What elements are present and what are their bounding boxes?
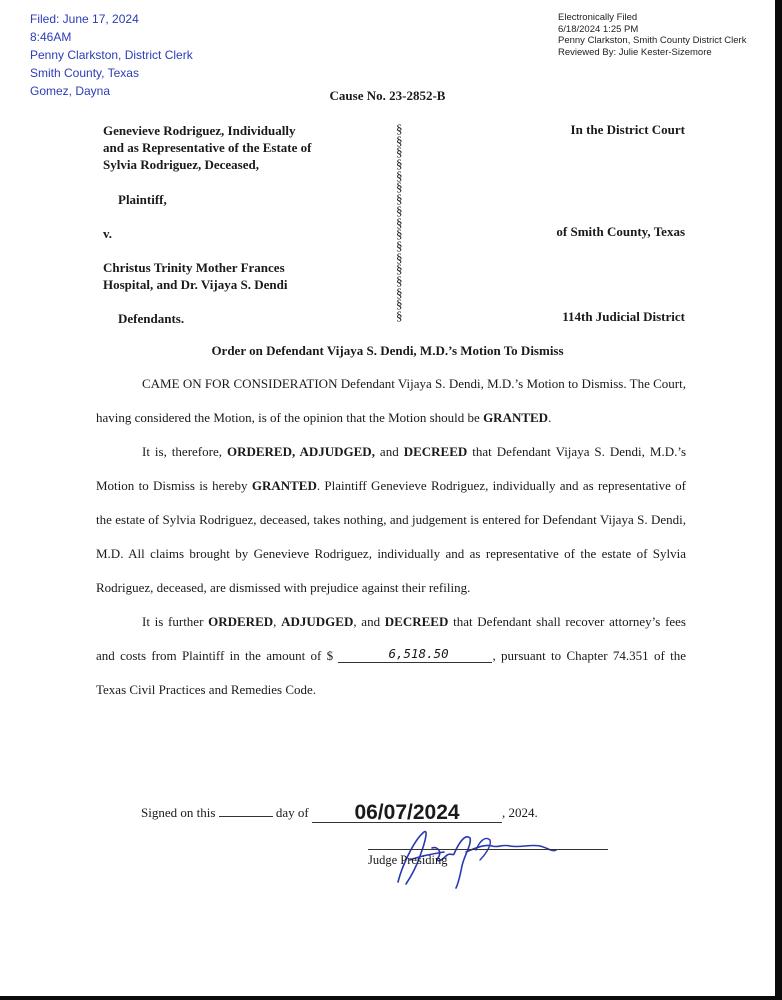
adjudged-word: ADJUDGED	[281, 614, 354, 629]
section-symbol: §	[396, 249, 403, 265]
section-symbol: §	[396, 261, 403, 277]
section-symbol: §	[396, 308, 403, 323]
section-symbol: §	[396, 167, 403, 183]
defendant-name: Christus Trinity Mother Frances Hospital, and Dr. Vijaya S. Dendi	[103, 260, 288, 292]
section-symbol-column	[396, 123, 403, 322]
clerk-county: Smith County, Texas	[30, 66, 139, 80]
section-symbol: §	[396, 296, 403, 312]
decreed-word: DECREED	[403, 444, 468, 459]
paragraph-2-text: that Defendant Vijaya S. Dendi, M.D.’s Motion to Dismiss is hereby	[96, 444, 687, 493]
section-symbol: §	[396, 179, 403, 195]
section-symbol: §	[396, 226, 403, 242]
paragraph-1-end: .	[548, 410, 552, 425]
section-symbol: §	[396, 132, 403, 148]
versus: v.	[103, 226, 113, 241]
efile-line-4: Reviewed By: Julie Kester-Sizemore	[558, 46, 712, 58]
paragraph-3-text: that Defendant shall recover attorney’s fees and costs from Plaintiff in the amount of $	[96, 614, 686, 663]
year-label: , 2024.	[502, 805, 538, 820]
section-symbol: §	[396, 272, 403, 288]
signed-line	[141, 801, 538, 824]
fee-amount-field: 6,518.50	[338, 646, 492, 663]
plaintiff-label: Plaintiff,	[118, 192, 167, 207]
section-symbol: §	[396, 202, 403, 218]
signed-on-label: Signed on this	[141, 805, 216, 820]
defendant-label: Defendants.	[118, 311, 185, 326]
ordered-word: ORDERED	[208, 614, 274, 629]
signature-line	[368, 849, 608, 850]
caption-parties	[103, 122, 373, 327]
section-symbol: §	[396, 156, 403, 172]
cause-number: Cause No. 23-2852-B	[329, 88, 446, 103]
day-of-label: day of	[275, 805, 309, 820]
section-symbol: §	[396, 144, 403, 160]
paragraph-ordered	[96, 435, 686, 605]
paragraph-3-text: It is further	[142, 614, 209, 629]
efile-stamp	[558, 12, 746, 58]
efile-line-2: 6/18/2024 1:25 PM	[558, 23, 639, 35]
order-title: Order on Defendant Vijaya S. Dendi, M.D.’s Motion To Dismiss	[211, 343, 564, 358]
paragraph-2-text: . Plaintiff Genevieve Rodriguez, individually and as representative of the estate of Sylvia Rodriguez, deceased, takes nothing, and judgement is entered for Defendant Vijaya S. Dendi, M.D. All claims brought by Genevieve Rodriguez, individually and as representative of the estate of Sylvia Rodriguez, deceased, are dismissed with prejudice against their refiling.	[96, 478, 686, 595]
court-county: of Smith County, Texas	[556, 224, 685, 239]
order-body	[96, 367, 686, 707]
efile-line-1: Electronically Filed	[558, 12, 638, 23]
and-word: and	[374, 444, 404, 459]
granted-word: GRANTED	[251, 478, 317, 493]
section-symbol: §	[396, 284, 403, 300]
section-symbol: §	[396, 191, 403, 207]
section-symbol: §	[396, 214, 403, 230]
judge-presiding-label: Judge Presiding	[368, 853, 448, 867]
paragraph-3-text: , pursuant to Chapter 74.351 of the Texas Civil Practices and Remedies Code.	[96, 648, 686, 697]
court-district: 114th Judicial District	[562, 309, 685, 324]
and-word: , and	[353, 614, 385, 629]
paragraph-1-text: CAME ON FOR CONSIDERATION Defendant Vijaya S. Dendi, M.D.’s Motion to Dismiss. The Court, having considered the Motion, is of the opinion that the Motion should be	[96, 376, 686, 425]
deputy-name: Gomez, Dayna	[30, 84, 111, 98]
section-symbol: §	[396, 121, 403, 136]
signed-date-field: 06/07/2024	[312, 804, 502, 823]
plaintiff-name: Genevieve Rodriguez, Individually and as Representative of the Estate of Sylvia Rodriguez, Deceased,	[103, 123, 312, 172]
paragraph-2-text: It is, therefore,	[142, 444, 227, 459]
court-name: In the District Court	[570, 122, 685, 137]
filed-time: 8:46AM	[30, 30, 72, 44]
clerk-name: Penny Clarkston, District Clerk	[30, 48, 193, 62]
decreed-word: DECREED	[384, 614, 449, 629]
clerk-filed-stamp	[30, 10, 193, 100]
filed-date: Filed: June 17, 2024	[30, 12, 139, 26]
paragraph-consideration	[96, 367, 686, 435]
efile-line-3: Penny Clarkston, Smith County District Clerk	[558, 35, 747, 46]
granted-word: GRANTED	[483, 410, 549, 425]
comma: ,	[273, 614, 282, 629]
day-blank	[219, 816, 273, 817]
paragraph-fees	[96, 605, 686, 707]
section-symbol: §	[396, 237, 403, 253]
ordered-adjudged-words: ORDERED, ADJUDGED,	[226, 444, 375, 459]
